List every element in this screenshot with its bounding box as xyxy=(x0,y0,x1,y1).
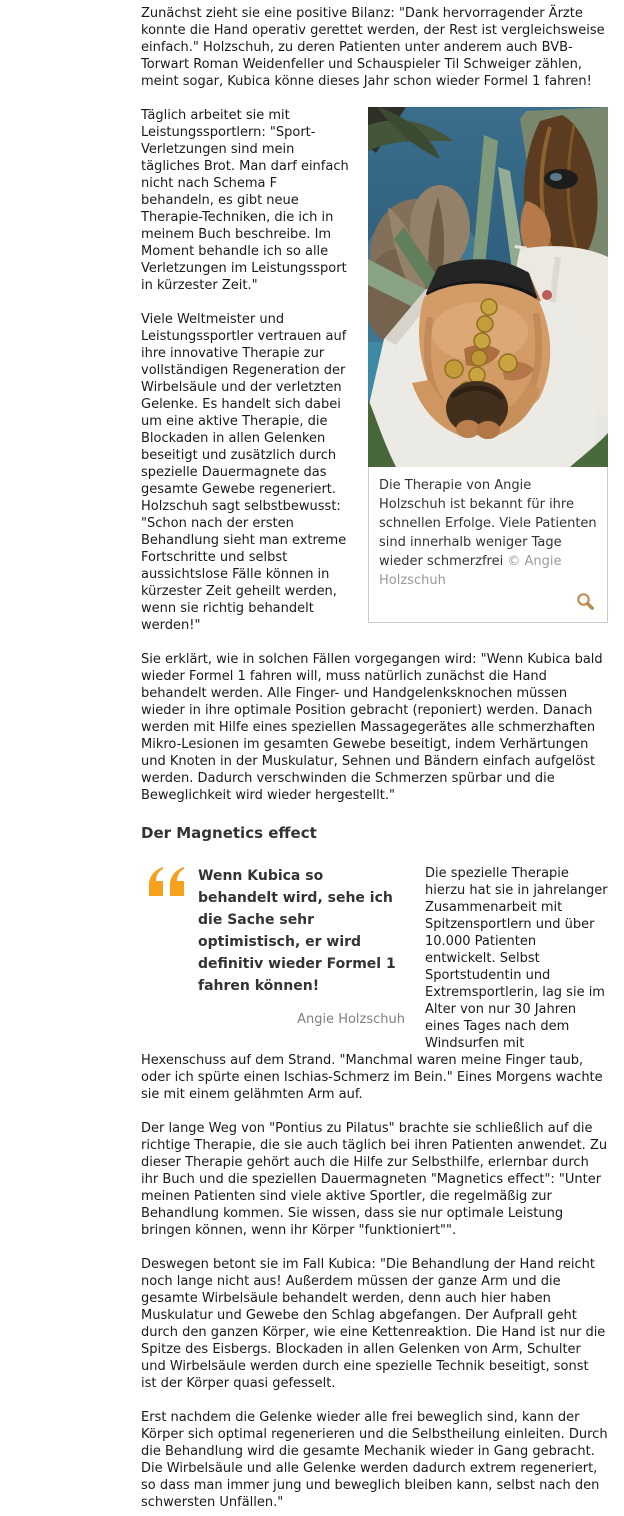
paragraph-procedure: Sie erklärt, wie in solchen Fällen vorgegangen wird: "Wenn Kubica bald wieder Formel 1 fahren will, muss natürlich zunächst die Hand behandelt werden. Alle Finger- und Handgelenksknochen müssen wieder in ihre optimale Position gebracht (reponiert) werden. Danach werden mit Hilfe eines speziellen Massagegerätes alle schmerzhaften Mikro-Lesionen im gesamten Gewebe beseitigt, indem Verhärtungen und Knoten in der Muskulatur, Sehnen und Bändern einfach aufgelöst werden. Dadurch verschwinden die Schmerzen spürbar und die Beweglichkeit wird wieder hergestellt." xyxy=(141,652,603,803)
zoom-photo-button[interactable] xyxy=(379,590,597,618)
photo-caption xyxy=(368,467,608,623)
magnifier-icon xyxy=(576,592,595,611)
article-figure xyxy=(368,107,608,623)
quote-text: Wenn Kubica so behandelt wird, sehe ich die Sache sehr optimistisch, er wird definitiv wieder Formel 1 fahren können! xyxy=(198,868,396,994)
section-heading: Der Magnetics effect xyxy=(141,824,317,842)
paragraph-development: Die spezielle Therapie hierzu hat sie in jahrelanger Zusammenarbeit mit Spitzensportlern und über 10.000 Patienten entwickelt. Selbst Sportstudentin und Extremsportlerin, lag sie im Alter von nur 30 Jahren eines Tages nach dem Windsurfen mit Hexenschuss auf dem Strand. "Manchmal waren meine Finger taub, oder ich spürte einen Ischias-Schmerz im Bein." Eines Morgens wachte sie mit einem gelähmten Arm auf. xyxy=(141,866,608,1102)
photo-caption-text: Die Therapie von Angie Holzschuh ist bekannt für ihre schnellen Erfolge. Viele Patienten sind innerhalb weniger Tage wieder schmerzfrei xyxy=(379,478,597,569)
paragraph-regeneration: Erst nachdem die Gelenke wieder alle frei beweglich sind, kann der Körper sich optimal regenerieren und die Selbstheilung einleiten. Durch die Behandlung wird die gesamte Mechanik wieder in Gang gebracht. Die Wirbelsäule und alle Gelenke werden dadurch extrem regeneriert, so dass man immer jung und beweglich bleiben kann, selbst nach den schwersten Unfällen." xyxy=(141,1410,608,1510)
quote-attribution: Angie Holzschuh xyxy=(297,1012,405,1027)
photo-copyright: © Angie Holzschuh xyxy=(379,554,562,588)
paragraph-kubica-case: Deswegen betont sie im Fall Kubica: "Die Behandlung der Hand reicht noch lange nicht aus! Außerdem müssen der ganze Arm und die gesamte Wirbelsäule behandelt werden, denn auch hier haben Muskulatur und Gewebe den Schlag abgefangen. Der Aufprall geht durch den ganzen Körper, wie eine Kettenreaktion. Die Hand ist nur die Spitze des Eisbergs. Blockaden in allen Gelenken von Arm, Schulter und Wirbelsäule werden durch eine spezielle Technik beseitigt, sonst ist der Körper quasi gefesselt. xyxy=(141,1257,606,1391)
article-body xyxy=(141,0,608,1511)
paragraph-therapy: Viele Weltmeister und Leistungssportler vertrauen auf ihre innovative Therapie zur vollständigen Regeneration der Wirbelsäule und der verletzten Gelenke. Es handelt sich dabei um eine aktive Therapie, die Blockaden in allen Gelenken beseitigt und zusätzlich durch spezielle Dauermagnete das gesamte Gewebe regeneriert. Holzschuh sagt selbstbewusst: "Schon nach der ersten Behandlung sieht man extreme Fortschritte und selbst aussichtslose Fälle können in kürzester Zeit geheilt werden, wenn sie richtig behandelt werden!" xyxy=(141,312,347,633)
therapy-photo xyxy=(368,107,608,467)
quote-mark-icon xyxy=(148,867,186,902)
paragraph-long-way: Der lange Weg von "Pontius zu Pilatus" brachte sie schließlich auf die richtige Therapie, die sie auch täglich bei ihren Patienten anwendet. Zu dieser Therapie gehört auch die Hilfe zur Selbsthilfe, erlernbar durch ihr Buch und die speziellen Dauermagneten "Magnetics effect": "Unter meinen Patienten sind viele aktive Sportler, die regelmäßig zur Behandlung kommen. Sie wissen, dass sie nur optimale Leistung bringen können, wenn ihr Körper "funktioniert"". xyxy=(141,1121,608,1238)
pull-quote xyxy=(141,865,405,1028)
paragraph-daily-work: Täglich arbeitet sie mit Leistungssportlern: "Sport-Verletzungen sind mein tägliches Brot. Man darf einfach nicht nach Schema F behandeln, es gibt neue Therapie-Techniken, die ich in meinem Buch beschreibe. Im Moment behandle ich so alle Verletzungen im Leistungssport in kürzester Zeit." xyxy=(141,108,349,293)
paragraph-intro: Zunächst zieht sie eine positive Bilanz: "Dank hervorragender Ärzte konnte die Hand operativ gerettet werden, der Rest ist vergleichsweise einfach." Holzschuh, zu deren Patienten unter anderem auch BVB-Torwart Roman Weidenfeller und Schauspieler Til Schweiger zählen, meint sogar, Kubica könne dieses Jahr schon wieder Formel 1 fahren! xyxy=(141,6,605,89)
